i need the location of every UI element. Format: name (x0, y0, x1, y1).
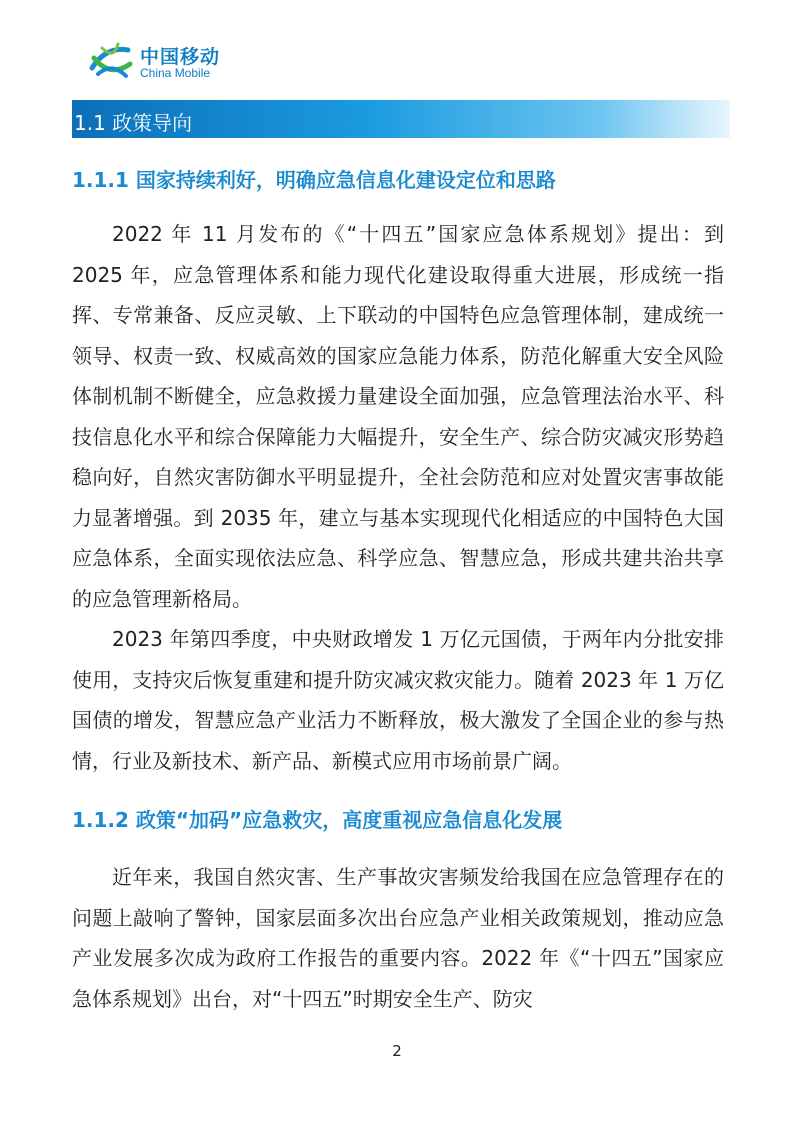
subsection-title-1: 1.1.1 国家持续利好，明确应急信息化建设定位和思路 (72, 168, 556, 192)
logo-english-name: China Mobile (140, 66, 211, 80)
section-title: 1.1 政策导向 (74, 111, 193, 135)
subsection-title-2: 1.1.2 政策“加码”应急救灾，高度重视应急信息化发展 (72, 808, 563, 832)
china-mobile-logo-icon (88, 38, 134, 84)
paragraph-2: 2023 年第四季度，中央财政增发 1 万亿元国债，于两年内分批安排使用，支持灾后恢复重建和提升防灾减灾救灾能力。随着 2023 年 1 万亿国债的增发，智慧应急产业活力不断释放，极大激发了全国企业的参与热情，行业及新技术、新产品、新模式应用市场前景广阔。 (72, 627, 724, 773)
logo-chinese-name: 中国移动 (140, 46, 221, 68)
page-number: 2 (392, 1042, 402, 1060)
china-mobile-logo (88, 38, 238, 86)
paragraph-1: 2022 年 11 月发布的《“十四五”国家应急体系规划》提出：到 2025 年，应急管理体系和能力现代化建设取得重大进展，形成统一指挥、专常兼备、反应灵敏、上下联动的中国特色应急管理体制，建成统一领导、权责一致、权威高效的国家应急能力体系，防范化解重大安全风险体制机制不断健全，应急救援力量建设全面加强，应急管理法治水平、科技信息化水平和综合保障能力大幅提升，安全生产、综合防灾减灾形势趋稳向好，自然灾害防御水平明显提升，全社会防范和应对处置灾害事故能力显著增强。到 2035 年，建立与基本实现现代化相适应的中国特色大国应急体系，全面实现依法应急、科学应急、智慧应急，形成共建共治共享的应急管理新格局。 (72, 222, 724, 611)
paragraph-3: 近年来，我国自然灾害、生产事故灾害频发给我国在应急管理存在的问题上敲响了警钟，国家层面多次出台应急产业相关政策规划，推动应急产业发展多次成为政府工作报告的重要内容。2022 年《“十四五”国家应急体系规划》出台，对“十四五”时期安全生产、防灾 (72, 865, 724, 1011)
section-header-bar (72, 100, 730, 138)
